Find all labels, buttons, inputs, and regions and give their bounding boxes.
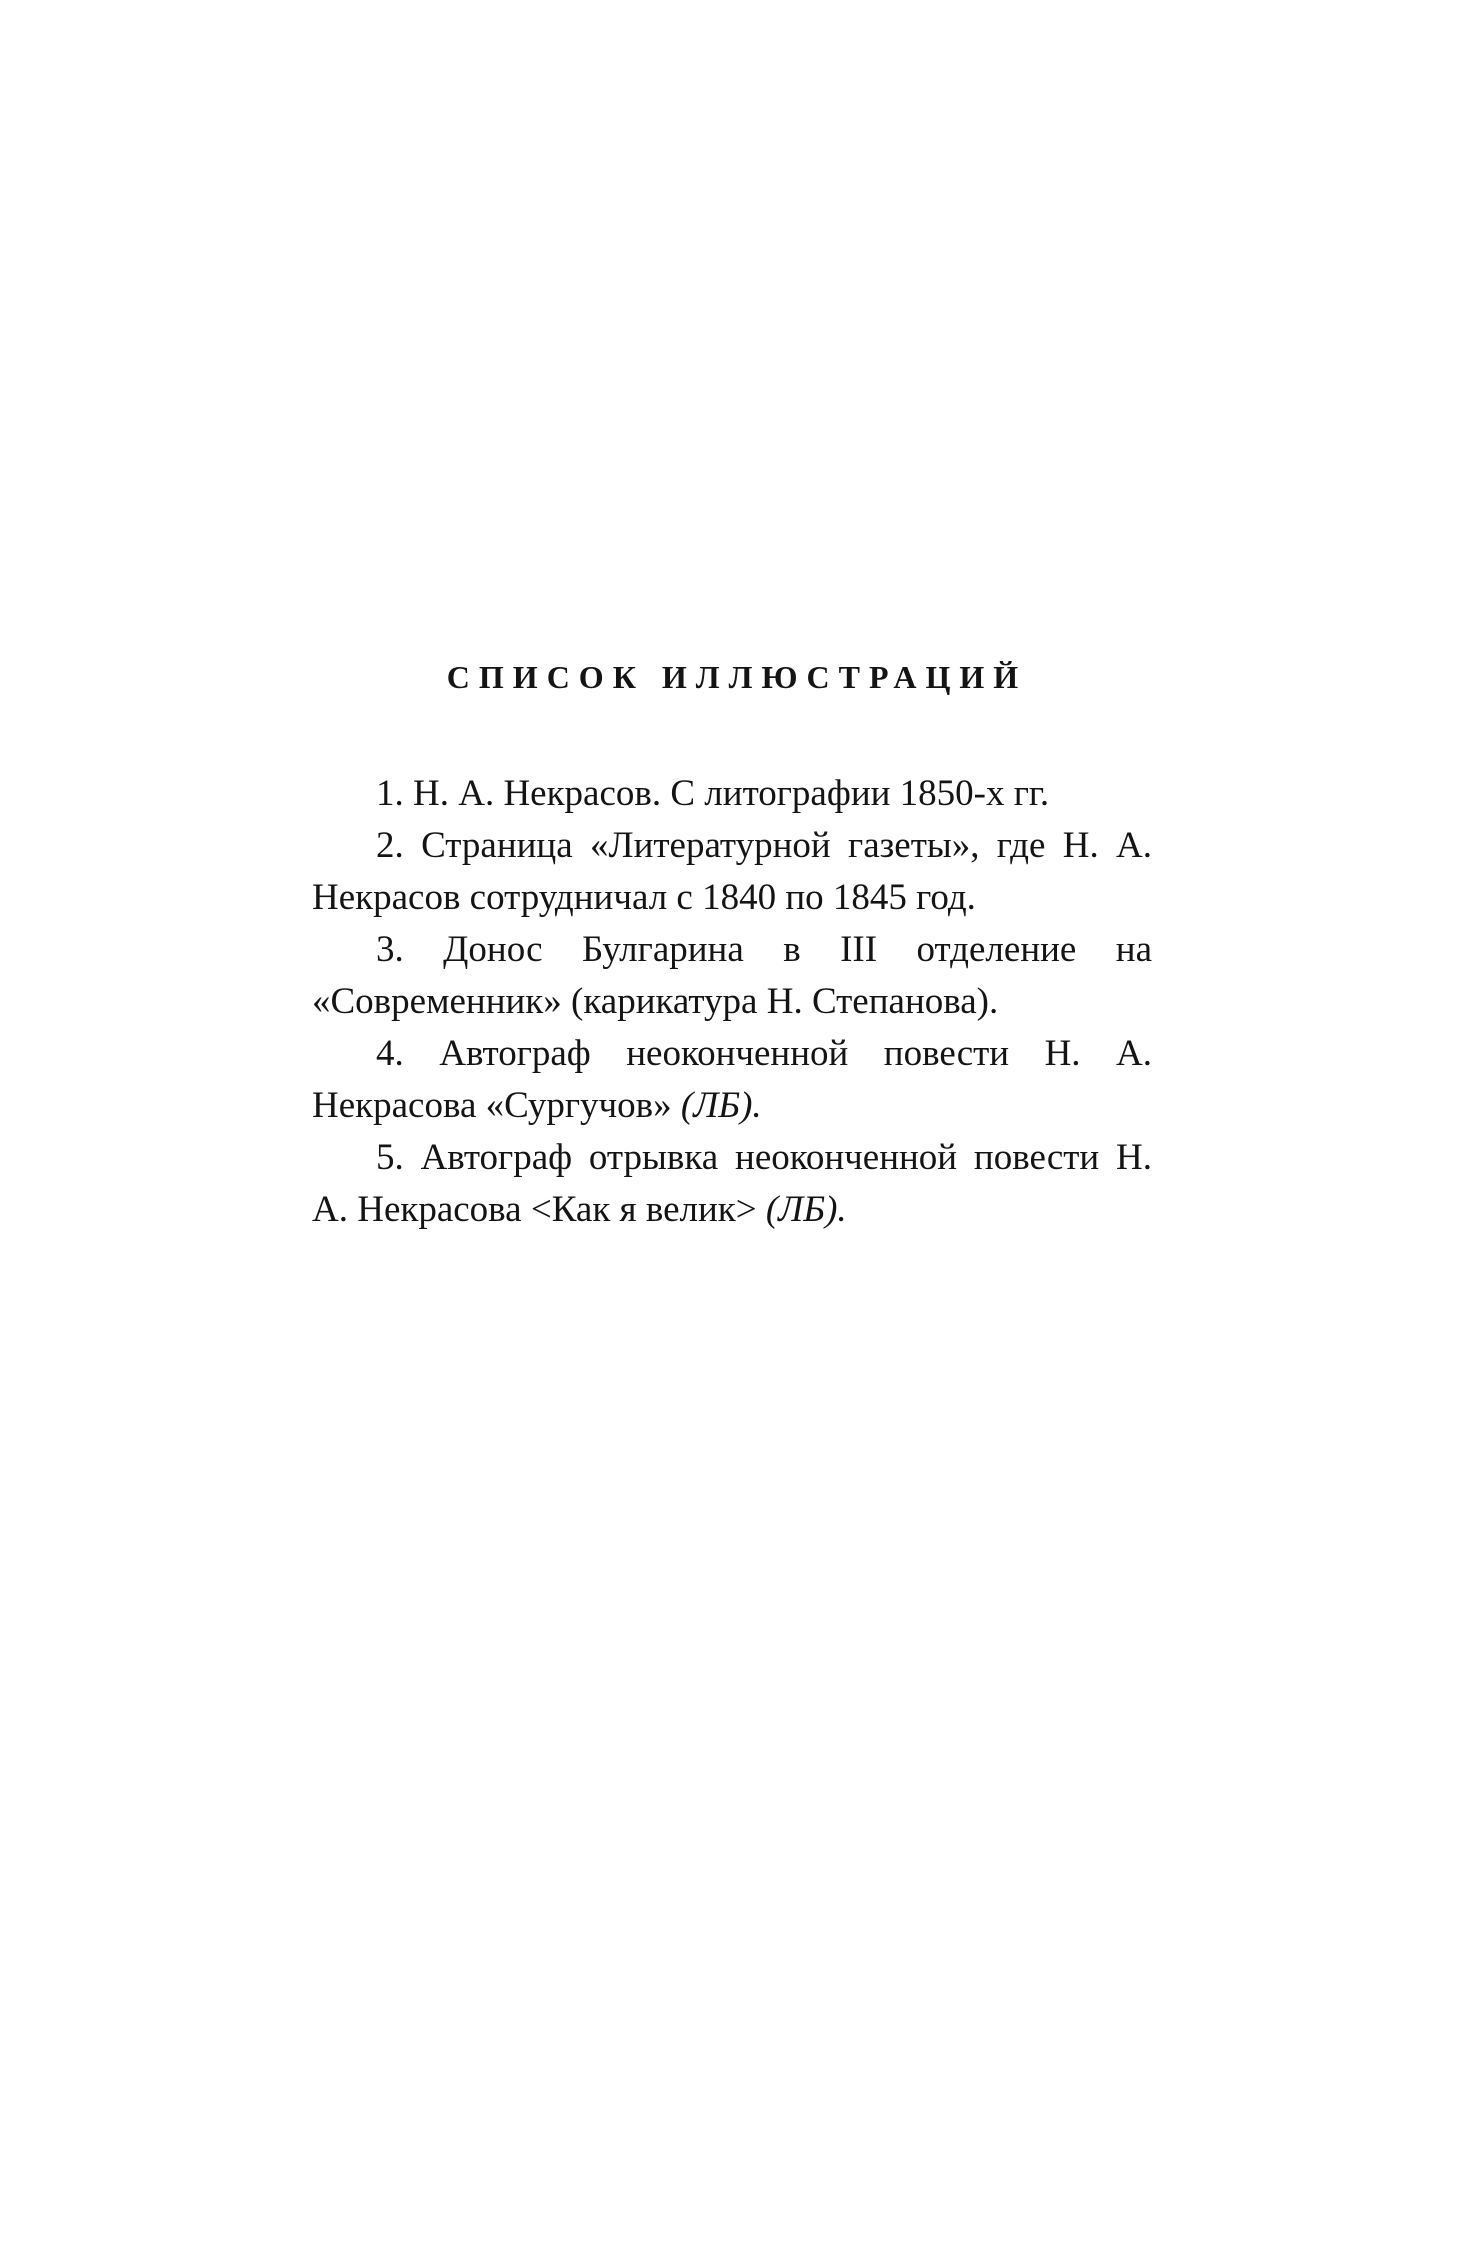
list-item-text: 3. Донос Булгарина в III отделение на «Современник» (карикатура Н. Степанова). (312, 929, 1152, 1022)
list-item-3 (312, 924, 1152, 1028)
source-note: (ЛБ). (765, 1189, 847, 1230)
page-title: СПИСОК ИЛЛЮСТРАЦИЙ (446, 659, 1028, 695)
source-note: (ЛБ). (680, 1085, 762, 1126)
list-item-text: 2. Страница «Литературной газеты», где Н. А. Некрасов сотрудничал с 1840 по 1845 год. (312, 825, 1152, 918)
list-item-1 (312, 768, 1152, 820)
list-item-text: 4. Автограф неоконченной повести Н. А. Некрасова «Сургучов» (312, 1033, 1152, 1126)
list-item-text: 1. Н. А. Некрасов. С литографии 1850-х гг. (376, 773, 1050, 814)
illustrations-list (312, 768, 1152, 1236)
list-item-2 (312, 820, 1152, 924)
list-item-text: 5. Автограф отрывка неоконченной повести Н. А. Некрасова <Как я велик> (312, 1137, 1152, 1230)
list-item-4 (312, 1028, 1152, 1132)
list-item-5 (312, 1132, 1152, 1236)
